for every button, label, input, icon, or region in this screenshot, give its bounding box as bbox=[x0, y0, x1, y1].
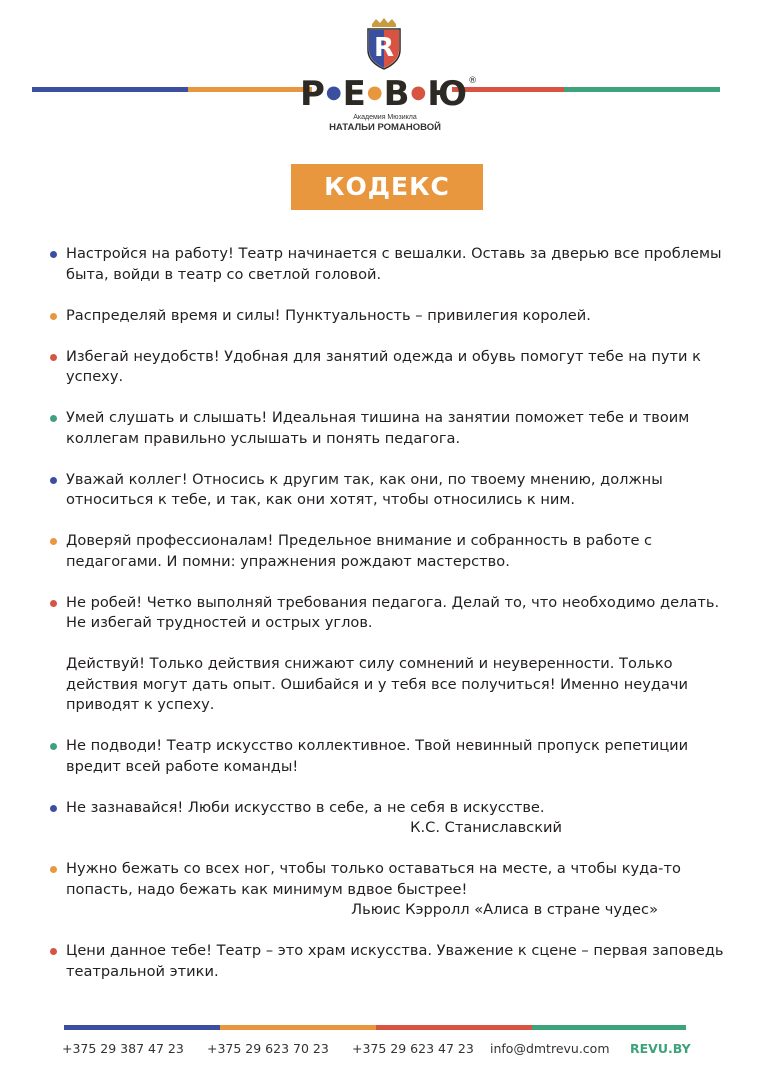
logo-crest-icon bbox=[362, 18, 406, 70]
logo-name bbox=[300, 74, 479, 114]
bullet-dot-icon bbox=[50, 805, 57, 812]
logo-crest-letter: R bbox=[373, 33, 395, 63]
list-item bbox=[48, 941, 728, 982]
rule-text: Умей слушать и слышать! Идеальная тишина на занятии поможет тебе и твоим коллегам правильно услышать и понять педагога. bbox=[66, 409, 690, 447]
logo-owner: НАТАЛЬИ РОМАНОВОЙ bbox=[329, 122, 441, 133]
logo-letter: Р bbox=[300, 74, 326, 114]
bullet-dot-icon bbox=[50, 600, 57, 607]
rule-text: Цени данное тебе! Театр – это храм искусства. Уважение к сцене – первая заповедь театральной этики. bbox=[66, 942, 724, 980]
bullet-dot-icon bbox=[50, 538, 57, 545]
bottom-stripe-green bbox=[532, 1025, 686, 1030]
logo-dot-icon: ● bbox=[325, 82, 343, 103]
list-item bbox=[48, 470, 728, 511]
rule-text: Избегай неудобств! Удобная для занятий одежда и обувь помогут тебе на пути к успеху. bbox=[66, 347, 701, 385]
rule-text: Настройся на работу! Театр начинается с вешалки. Оставь за дверью все проблемы быта, войди в театр со светлой головой. bbox=[66, 245, 722, 283]
rule-text: Действуй! Только действия снижают силу сомнений и неуверенности. Только действия могут дать опыт. Ошибайся и у тебя все получиться! Именно неудачи приводят к успеху. bbox=[66, 655, 689, 713]
footer-email[interactable]: info@dmtrevu.com bbox=[490, 1041, 610, 1056]
logo-dot-icon: ● bbox=[366, 82, 384, 103]
bullet-dot-icon bbox=[50, 354, 57, 361]
bottom-stripe-blue bbox=[64, 1025, 220, 1030]
bullet-dot-icon bbox=[50, 313, 57, 320]
logo-dot-icon: ● bbox=[410, 82, 428, 103]
quote-attribution: К.С. Станиславский bbox=[410, 819, 562, 836]
bullet-dot-icon bbox=[50, 415, 57, 422]
list-item bbox=[48, 736, 728, 777]
top-stripe-blue bbox=[32, 87, 188, 92]
rule-text: Не робей! Четко выполняй требования педагога. Делай то, что необходимо делать. Не избегай трудностей и острых углов. bbox=[66, 593, 720, 631]
top-stripe-green bbox=[564, 87, 720, 92]
bullet-dot-icon bbox=[50, 948, 57, 955]
bullet-dot-icon bbox=[50, 477, 57, 484]
bullet-dot-icon bbox=[50, 743, 57, 750]
logo-subtitle: Академия Мюзикла bbox=[353, 114, 417, 121]
rules-list bbox=[48, 244, 728, 1003]
footer-phone-1[interactable]: +375 29 387 47 23 bbox=[62, 1041, 184, 1056]
logo-letter: В bbox=[383, 74, 411, 114]
registered-mark: ® bbox=[468, 76, 479, 86]
list-item bbox=[48, 244, 728, 285]
list-item bbox=[48, 408, 728, 449]
footer-phone-2[interactable]: +375 29 623 70 23 bbox=[207, 1041, 329, 1056]
rule-text: Уважай коллег! Относись к другим так, как они, по твоему мнению, должны относиться к тебе, и так, как они хотят, чтобы относились к ним. bbox=[66, 470, 663, 508]
top-stripe-orange bbox=[188, 87, 312, 92]
list-item bbox=[48, 306, 728, 327]
rule-text: Нужно бежать со всех ног, чтобы только оставаться на месте, а чтобы куда-то попасть, надо бежать как минимум вдвое быстрее! bbox=[66, 860, 681, 898]
rule-text: Не подводи! Театр искусство коллективное. Твой невинный пропуск репетиции вредит всей работе команды! bbox=[66, 737, 689, 775]
rule-text: Не зазнавайся! Люби искусство в себе, а не себя в искусстве. bbox=[66, 798, 545, 816]
rule-text: Доверяй профессионалам! Предельное внимание и собранность в работе с педагогами. И помни: упражнения рождают мастерство. bbox=[66, 532, 653, 570]
page-title: КОДЕКС bbox=[291, 164, 483, 210]
list-item bbox=[48, 593, 728, 634]
logo-letter: Е bbox=[342, 74, 367, 114]
bullet-dot-icon bbox=[50, 251, 57, 258]
bullet-dot-icon bbox=[50, 866, 57, 873]
footer-phone-3[interactable]: +375 29 623 47 23 bbox=[352, 1041, 474, 1056]
bottom-stripe-orange bbox=[220, 1025, 376, 1030]
list-item bbox=[48, 531, 728, 572]
list-item bbox=[48, 654, 728, 716]
list-item bbox=[48, 859, 728, 921]
list-item bbox=[48, 798, 728, 839]
bottom-stripe-red bbox=[376, 1025, 532, 1030]
quote-attribution: Льюис Кэрролл «Алиса в стране чудес» bbox=[351, 901, 658, 918]
footer-website-link[interactable]: REVU.BY bbox=[630, 1041, 691, 1056]
logo-letter: Ю bbox=[427, 74, 469, 114]
rule-text: Распределяй время и силы! Пунктуальность – привилегия королей. bbox=[66, 306, 591, 324]
top-stripe-red bbox=[452, 87, 564, 92]
list-item bbox=[48, 347, 728, 388]
